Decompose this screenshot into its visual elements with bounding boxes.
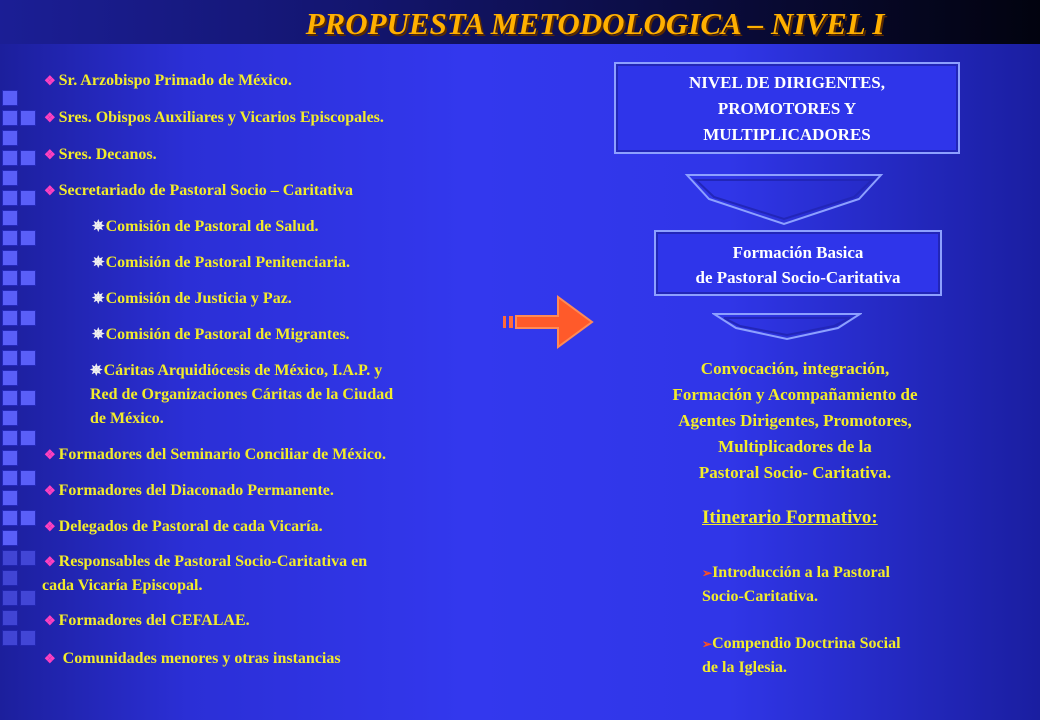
- decorative-square: [2, 510, 18, 526]
- decorative-square: [2, 90, 18, 106]
- decorative-square: [2, 370, 18, 386]
- list-subitem: ✵Comisión de Pastoral Penitenciaria.: [92, 254, 350, 271]
- decorative-square: [20, 630, 36, 646]
- diamond-bullet-icon: ❖: [44, 483, 56, 498]
- decorative-square: [20, 190, 36, 206]
- decorative-square: [20, 510, 36, 526]
- list-item: ❖ Sres. Decanos.: [44, 146, 157, 163]
- decorative-square: [2, 450, 18, 466]
- list-item: ❖ Delegados de Pastoral de cada Vicaría.: [44, 518, 323, 535]
- decorative-square: [2, 250, 18, 266]
- star-bullet-icon: ✵: [92, 255, 105, 271]
- diamond-bullet-icon: ❖: [44, 613, 56, 628]
- decorative-square: [20, 150, 36, 166]
- decorative-square: [2, 490, 18, 506]
- right-arrow-icon: [500, 294, 600, 358]
- decorative-square: [2, 330, 18, 346]
- leaders-level-box: NIVEL DE DIRIGENTES, PROMOTORES Y MULTIPLICADORES: [614, 62, 960, 154]
- basic-training-box: Formación Basica de Pastoral Socio-Caritativa: [654, 230, 942, 296]
- decorative-square: [2, 130, 18, 146]
- diamond-bullet-icon: ❖: [44, 147, 56, 162]
- decorative-square: [2, 110, 18, 126]
- decorative-square: [2, 570, 18, 586]
- list-subitem: ✵Comisión de Pastoral de Migrantes.: [92, 326, 350, 343]
- down-arrow-icon: [712, 312, 862, 342]
- list-item: ❖ Formadores del Seminario Conciliar de México.: [44, 446, 387, 463]
- itinerary-item: ➢Introducción a la Pastoral Socio-Caritativa.: [702, 564, 890, 605]
- decorative-square: [2, 610, 18, 626]
- list-item: ❖ Responsables de Pastoral Socio-Caritativa en cada Vicaría Episcopal.: [42, 553, 368, 594]
- decorative-square: [2, 470, 18, 486]
- decorative-square: [20, 590, 36, 606]
- decorative-square: [2, 170, 18, 186]
- decorative-square: [2, 290, 18, 306]
- diamond-bullet-icon: ❖: [44, 519, 56, 534]
- description-text: Convocación, integración, Formación y Acompañamiento de Agentes Dirigentes, Promotores, Multiplicadores de la Pastoral Socio- Caritativa.: [672, 359, 918, 482]
- star-bullet-icon: ✵: [92, 219, 105, 235]
- diamond-bullet-icon: ❖: [44, 651, 56, 666]
- decorative-square: [2, 590, 18, 606]
- decorative-square: [2, 210, 18, 226]
- decorative-square: [20, 110, 36, 126]
- decorative-square: [2, 350, 18, 366]
- triangle-bullet-icon: ➢: [702, 566, 713, 580]
- slide-title: PROPUESTA METODOLOGICA – NIVEL I: [305, 6, 885, 41]
- decorative-square: [20, 350, 36, 366]
- decorative-square: [20, 270, 36, 286]
- list-item: ❖ Sr. Arzobispo Primado de México.: [44, 72, 292, 89]
- decorative-square: [20, 310, 36, 326]
- list-item: ❖ Formadores del CEFALAE.: [44, 612, 250, 629]
- list-item: ❖ Comunidades menores y otras instancias: [44, 650, 341, 667]
- diamond-bullet-icon: ❖: [44, 554, 56, 569]
- decorative-square: [2, 530, 18, 546]
- star-bullet-icon: ✵: [92, 291, 105, 307]
- decorative-square: [20, 390, 36, 406]
- decorative-square: [2, 150, 18, 166]
- list-item: ❖ Formadores del Diaconado Permanente.: [44, 482, 334, 499]
- decorative-square: [20, 550, 36, 566]
- diamond-bullet-icon: ❖: [44, 447, 56, 462]
- itinerary-item: ➢Compendio Doctrina Social de la Iglesia.: [702, 635, 901, 676]
- list-item: ❖ Secretariado de Pastoral Socio – Caritativa: [44, 182, 353, 199]
- decorative-square: [2, 410, 18, 426]
- decorative-square: [20, 230, 36, 246]
- list-subitem: ✵Cáritas Arquidiócesis de México, I.A.P. y Red de Organizaciones Cáritas de la Ciudad de México.: [90, 362, 394, 427]
- decorative-square: [2, 630, 18, 646]
- decorative-square: [2, 390, 18, 406]
- decorative-square: [2, 430, 18, 446]
- triangle-bullet-icon: ➢: [702, 637, 713, 651]
- decorative-square: [2, 550, 18, 566]
- list-subitem: ✵Comisión de Justicia y Paz.: [92, 290, 292, 307]
- down-arrow-icon: [684, 172, 884, 230]
- decorative-square: [20, 470, 36, 486]
- diamond-bullet-icon: ❖: [44, 73, 56, 88]
- list-subitem: ✵Comisión de Pastoral de Salud.: [92, 218, 319, 235]
- decorative-square: [2, 270, 18, 286]
- decorative-square: [2, 190, 18, 206]
- itinerary-heading: Itinerario Formativo:: [702, 507, 878, 528]
- decorative-square: [2, 310, 18, 326]
- decorative-square: [20, 430, 36, 446]
- star-bullet-icon: ✵: [92, 327, 105, 343]
- list-item: ❖ Sres. Obispos Auxiliares y Vicarios Episcopales.: [44, 109, 384, 126]
- diamond-bullet-icon: ❖: [44, 183, 56, 198]
- diamond-bullet-icon: ❖: [44, 110, 56, 125]
- decorative-square: [2, 230, 18, 246]
- star-bullet-icon: ✵: [90, 363, 103, 379]
